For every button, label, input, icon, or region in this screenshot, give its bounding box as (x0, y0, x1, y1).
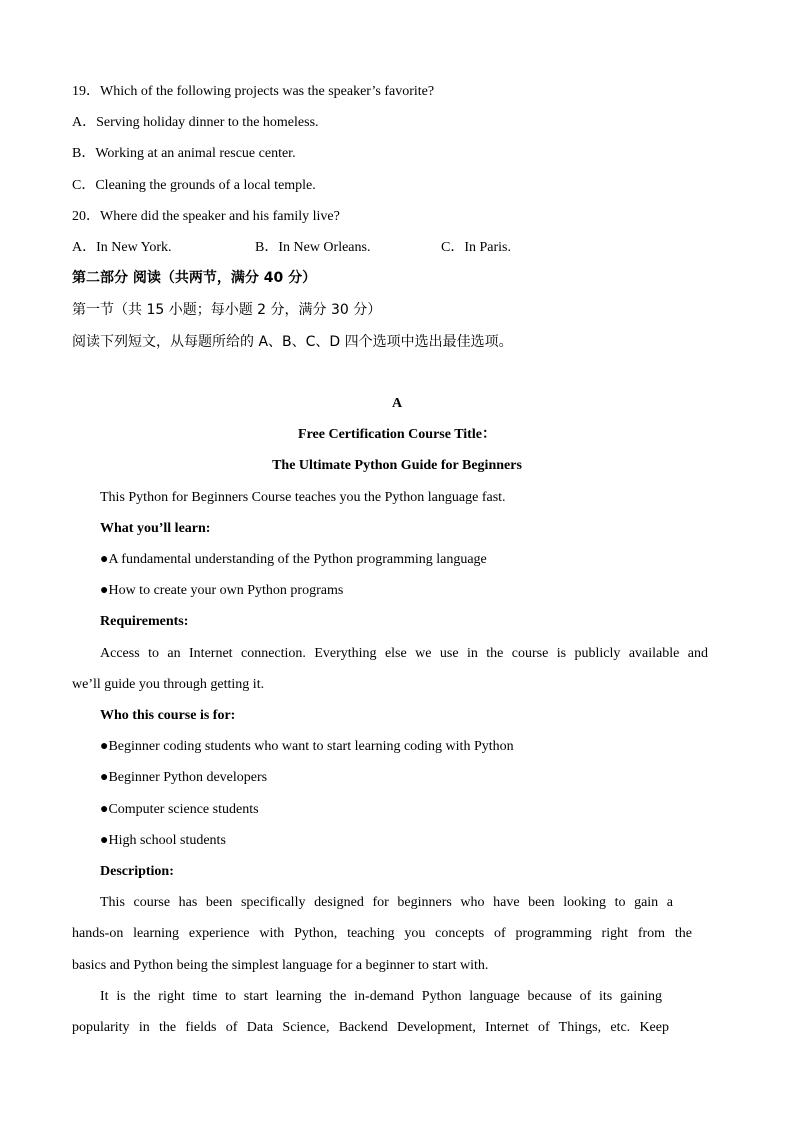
learn-heading: What you’ll learn: (100, 521, 211, 536)
description-p1-line-3: basics and Python being the simplest language for a beginner to start with. (72, 958, 489, 973)
question-19-option-a: A．Serving holiday dinner to the homeless. (72, 115, 319, 130)
question-19-stem: 19．Which of the following projects was the speaker’s favorite? (72, 84, 435, 99)
part-two-title: 第二部分 阅读（共两节，满分 40 分） (72, 270, 317, 286)
audience-heading: Who this course is for: (100, 708, 236, 723)
audience-item-4: ●High school students (100, 833, 226, 848)
requirements-line-2: we’ll guide you through getting it. (72, 677, 265, 692)
audience-item-3: ●Computer science students (100, 802, 259, 817)
audience-item-2: ●Beginner Python developers (100, 770, 268, 785)
description-p2-line-1: It is the right time to start learning the in-demand Python language because of its gaining (100, 989, 662, 1004)
description-p1-line-1: This course has been specifically designed for beginners who have been looking to gain a (100, 895, 673, 910)
learn-item-1: ●A fundamental understanding of the Python programming language (100, 552, 487, 567)
question-20-options (72, 239, 722, 257)
question-20-option-a: A．In New York. (72, 240, 172, 255)
learn-item-2: ●How to create your own Python programs (100, 583, 344, 598)
passage-title-line1: Free Certification Course Title： (298, 427, 496, 442)
section-one-title: 第一节（共 15 小题；每小题 2 分，满分 30 分） (72, 302, 382, 318)
question-20-option-b: B．In New Orleans. (255, 240, 371, 255)
requirements-heading: Requirements: (100, 614, 189, 629)
description-p2-line-2: popularity in the fields of Data Science, Backend Development, Internet of Things, etc. Keep (72, 1020, 669, 1035)
question-20-stem: 20．Where did the speaker and his family live? (72, 209, 340, 224)
audience-item-1: ●Beginner coding students who want to start learning coding with Python (100, 739, 514, 754)
reading-instruction: 阅读下列短文，从每题所给的 A、B、C、D 四个选项中选出最佳选项。 (72, 334, 513, 350)
passage-title-line2: The Ultimate Python Guide for Beginners (272, 458, 522, 473)
description-heading: Description: (100, 864, 174, 879)
requirements-line-1: Access to an Internet connection. Everything else we use in the course is publicly available and (100, 646, 708, 661)
passage-intro: This Python for Beginners Course teaches you the Python language fast. (100, 490, 506, 505)
description-p1-line-2: hands-on learning experience with Python, teaching you concepts of programming right from the (72, 926, 692, 941)
question-19-option-b: B．Working at an animal rescue center. (72, 146, 296, 161)
passage-letter: A (391, 396, 403, 411)
question-20-option-c: C．In Paris. (441, 240, 511, 255)
question-19-option-c: C．Cleaning the grounds of a local temple. (72, 178, 316, 193)
